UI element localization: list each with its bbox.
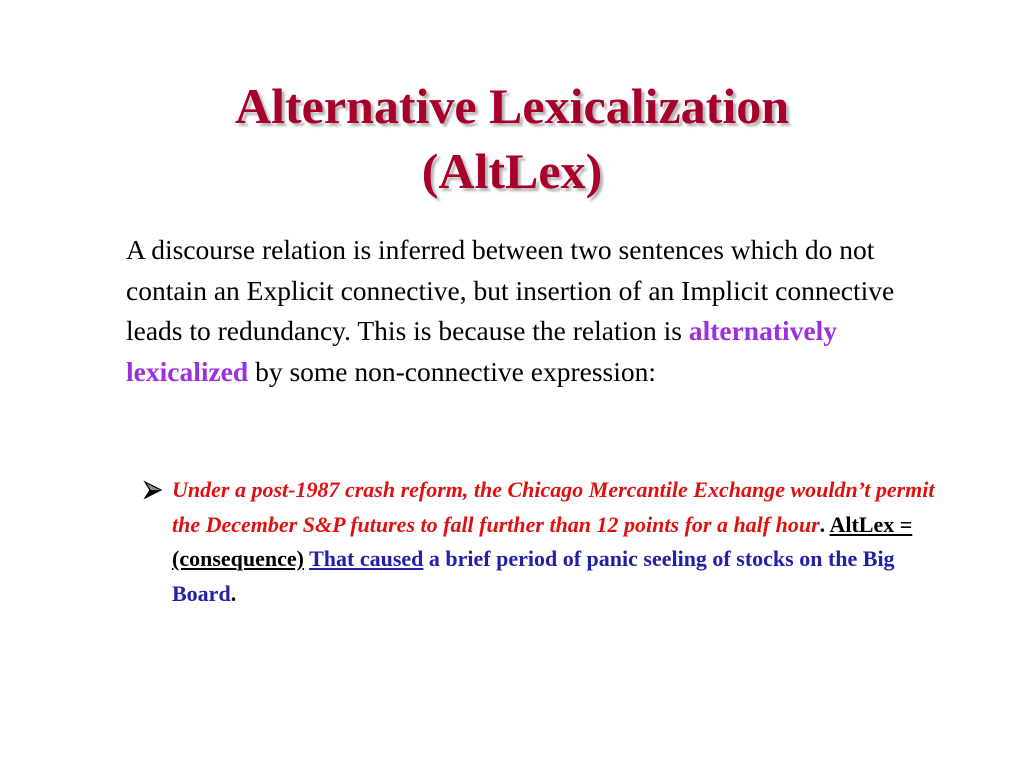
altlex-label: AltLex = (consequence) xyxy=(172,511,913,571)
connective-phrase: That caused xyxy=(309,546,424,571)
example-sentence: Under a post-1987 crash reform, the Chicago Mercantile Exchange wouldn’t permit the December S&P futures to fall further than 12 points for a half hour xyxy=(172,477,935,537)
intro-text-start: A discourse relation is inferred between two sentences which do not contain an Explicit connective, but insertion of an Implicit connective leads to redundancy. This is because the relation is xyxy=(126,234,895,346)
intro-paragraph xyxy=(126,230,926,392)
arrowhead-bullet-icon xyxy=(142,479,164,501)
slide-title xyxy=(0,74,1024,204)
title-line-2: (AltLex) xyxy=(421,143,603,199)
example-bullet xyxy=(142,473,942,611)
example-separator: . xyxy=(819,511,830,537)
intro-highlight: alternatively lexicalized xyxy=(126,315,837,387)
example-continuation: a brief period of panic seeling of stocks on the Big Board xyxy=(172,546,895,606)
title-line-1: Alternative Lexicalization xyxy=(234,78,790,134)
example-text xyxy=(172,473,942,611)
intro-text-end: by some non-connective expression: xyxy=(248,355,657,387)
example-end-period: . xyxy=(230,580,237,606)
